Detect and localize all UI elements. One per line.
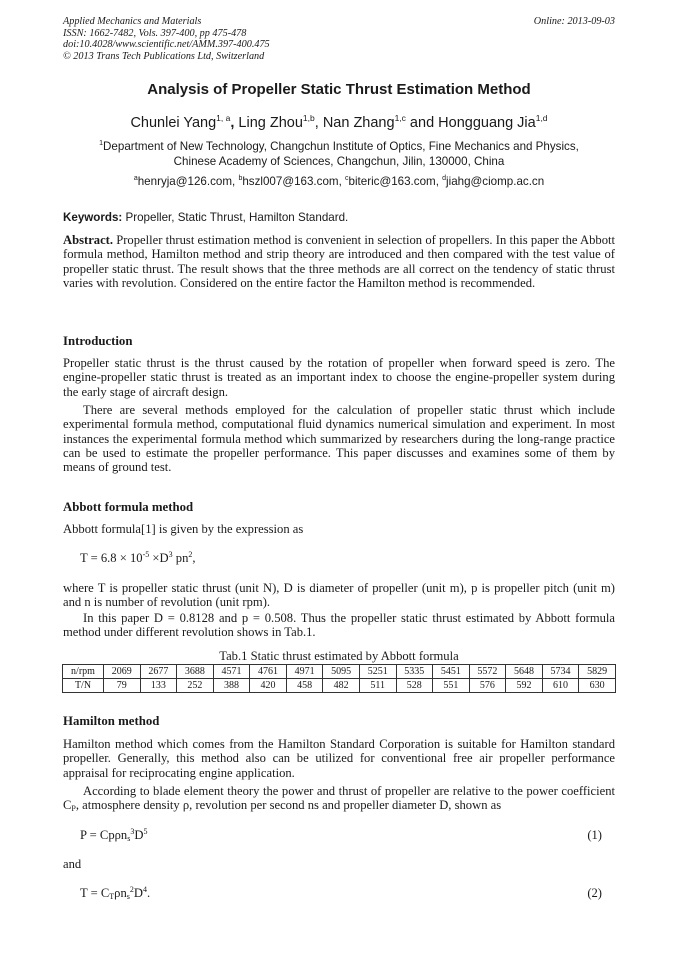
abstract-text: Propeller thrust estimation method is convenient in selection of propellers. In this paper the Abbott formula method, Hamilton method and strip theory are introduced and then compared with the test value of propeller static thrust. The result shows that the three methods are all correct on the tendency of static thrust varies with revolution. Considered on the entire factor the Hamilton method is recommended. [63,233,615,290]
table-cell: 511 [359,679,396,693]
introduction-paragraph-1: Propeller static thrust is the thrust caused by the rotation of propeller when forward speed is zero. The engine-propeller static thrust is treated as an important index to choose the engine-propeller system during the early stage of aircraft design. [63,356,615,399]
equation-2-number: (2) [587,886,602,900]
table-cell: 133 [140,679,177,693]
abstract-label: Abstract. [63,233,114,247]
email-mark: c [345,175,349,182]
table-cell: 528 [396,679,433,693]
text-part: According to blade element theory the power and thrust of propeller are relative to the power coefficient C [63,784,615,813]
author-affil-mark: 1, a [216,113,231,123]
eq-part: T = C [80,886,110,900]
paper-title: Analysis of Propeller Static Thrust Estimation Method [147,81,531,98]
eq-exponent: 3 [130,827,135,836]
table-cell: 4761 [250,665,287,679]
email-mark: d [442,175,447,182]
eq-part: ρn [114,886,127,900]
affil-mark: 1 [99,140,104,147]
table-cell: 5829 [579,665,616,679]
author-name: Chunlei Yang [130,115,217,131]
author-separator: , [314,115,323,131]
eq-part: . [146,886,151,900]
table-cell: 5648 [506,665,543,679]
table-cell: 252 [177,679,214,693]
eq-part: D [134,828,144,842]
journal-header [63,16,270,62]
online-date: Online: 2013-09-03 [533,16,615,27]
equation-2 [80,886,150,901]
author-affil-mark: 1,b [302,113,315,123]
table-cell: 5572 [469,665,506,679]
and-text: and [63,857,82,871]
eq-part: , [192,551,196,565]
eq-part: pn [172,551,189,565]
eq-subscript: T [109,892,115,901]
email-address: henryja@126.com [137,175,232,188]
table-cell: 5251 [359,665,396,679]
table-cell: 5335 [396,665,433,679]
abbott-heading: Abbott formula method [63,500,194,514]
abbott-equation [80,551,196,566]
issn-line: ISSN: 1662-7482, Vols. 397-400, pp 475-478 [63,27,247,39]
email-mark: b [238,175,243,182]
doi-line: doi:10.4028/www.scientific.net/AMM.397-400.475 [63,39,270,50]
hamilton-heading: Hamilton method [63,714,160,728]
keywords-text: Propeller, Static Thrust, Hamilton Standard. [122,211,349,224]
table-row-rpm [63,665,616,679]
eq-part: P = Cpρn [80,828,128,842]
abbott-paragraph-1: Abbott formula[1] is given by the expression as [63,522,304,536]
copyright-line: © 2013 Trans Tech Publications Ltd, Switzerland [63,50,265,62]
author-name: Ling Zhou [238,115,303,131]
introduction-paragraph-2: There are several methods employed for the calculation of propeller static thrust which include experimental formula method, computational fluid dynamics numerical simulation and experiment. In most instances the experimental formula method which summarized by researchers during the long-range practice can be used to estimate the propeller performance. This paper discusses and examines some of them by means of ground test. [63,403,615,475]
static-thrust-table [62,664,616,693]
email-mark: a [133,175,138,182]
table-cell: 482 [323,679,360,693]
abstract [63,233,615,290]
text-subscript: P [71,804,76,814]
eq-exponent: 4 [142,885,147,894]
email-address: hszl007@163.com [242,175,339,188]
eq-subscript: s [127,834,131,843]
author-affil-mark: 1,c [394,113,406,123]
equation-1-number: (1) [587,828,602,842]
introduction-heading: Introduction [63,334,133,348]
table-cell: 3688 [177,665,214,679]
table-cell: 4571 [213,665,250,679]
table-cell: 5451 [433,665,470,679]
author-name: Nan Zhang [322,115,395,131]
table-caption: Tab.1 Static thrust estimated by Abbott formula [219,649,459,663]
table-cell: 576 [469,679,506,693]
table-cell: 5095 [323,665,360,679]
author-separator: , [230,115,239,131]
affiliation-line-2: Chinese Academy of Sciences, Changchun, Jilin, 130000, China [173,155,505,168]
equation-1 [80,828,147,843]
eq-exponent: 5 [143,827,148,836]
author-separator: and [405,115,439,131]
author-list [0,114,678,132]
eq-exponent: -5 [142,550,150,559]
table-cell: 388 [213,679,250,693]
keywords [63,211,615,225]
table-cell: 4971 [286,665,323,679]
text-part: , atmosphere density ρ, revolution per second ns and propeller diameter D, shown as [75,798,502,813]
table-cell: 2069 [104,665,141,679]
author-name: Hongguang Jia [438,115,536,131]
table-cell: 592 [506,679,543,693]
table-cell: 420 [250,679,287,693]
table-cell: 610 [542,679,579,693]
table-cell: 551 [433,679,470,693]
eq-part: T = 6.8 × 10 [80,551,143,565]
email-address: biteric@163.com [348,175,436,188]
table-row-label: n/rpm [63,665,104,679]
table-row-thrust [63,679,616,693]
eq-exponent: 2 [188,550,193,559]
eq-exponent: 3 [168,550,173,559]
email-address: jiahg@ciomp.ac.cn [446,175,545,188]
journal-name: Applied Mechanics and Materials [63,16,202,27]
table-cell: 2677 [140,665,177,679]
hamilton-paragraph-1: Hamilton method which comes from the Hamilton Standard Corporation is suitable for Hamilton standard propeller. Generally, this method also can be utilized for conventional free air propeller performance appraisal for reciprocating engine application. [63,737,615,780]
table-cell: 5734 [542,665,579,679]
hamilton-paragraph-2 [63,784,615,813]
eq-part: ×D [149,551,169,565]
table-cell: 458 [286,679,323,693]
keywords-label: Keywords: [63,211,123,224]
abbott-paragraph-3: In this paper D = 0.8128 and p = 0.508. Thus the propeller static thrust estimated by Abbott formula method under different revolution shows in Tab.1. [63,611,615,640]
eq-exponent: 2 [129,885,134,894]
author-affil-mark: 1,d [535,113,548,123]
eq-subscript: s [126,892,130,901]
table-row-label: T/N [63,679,104,693]
email-list: $^a$henryja@126.com, $^b$hszl007@163.com, $^c$biteric@163.com, $^d$jiahg@ciomp.ac.cn [133,175,545,188]
table-cell: 630 [579,679,616,693]
abbott-paragraph-2: where T is propeller static thrust (unit N), D is diameter of propeller (unit m), p is propeller pitch (unit m) and n is number of revolution (unit rpm). [63,581,615,610]
affiliation [0,139,678,169]
table-cell: 79 [104,679,141,693]
eq-part: D [133,886,143,900]
affiliation-line-1: Department of New Technology, Changchun Institute of Optics, Fine Mechanics and Physics, [103,140,579,153]
